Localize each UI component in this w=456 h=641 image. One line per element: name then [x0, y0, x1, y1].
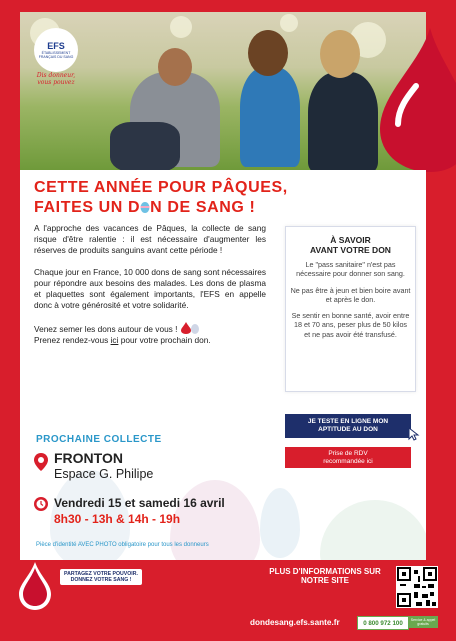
paragraph-3-line-1: Venez semer les dons autour de vous !: [34, 324, 178, 334]
appointment-link[interactable]: ici: [110, 335, 119, 345]
efs-logo: [36, 30, 76, 70]
clock-icon: [34, 497, 48, 511]
paragraph-2: Chaque jour en France, 10 000 dons de sang sont nécessaires pour répondre aux besoins des malades. Les dons de plasma et plaquettes sont également importants, l'EFS en appelle donc à votre générosité et votre solidarité.: [34, 267, 266, 310]
body-text: [34, 223, 266, 357]
collection-date: Vendredi 15 et samedi 16 avril: [54, 496, 225, 510]
phone-note: Service & appel gratuits: [408, 616, 438, 628]
collection-venue: Espace G. Philipe: [54, 467, 154, 481]
blood-drop-icon: [360, 24, 456, 174]
title-line-1: CETTE ANNÉE POUR PÂQUES,: [34, 179, 288, 196]
info-box-title: À SAVOIR AVANT VOTRE DON: [310, 235, 391, 255]
blood-drop-icon: [18, 562, 52, 610]
test-aptitude-button[interactable]: JE TESTE EN LIGNE MON APTITUDE AU DON: [285, 414, 411, 438]
more-info-label: PLUS D'INFORMATIONS SUR NOTRE SITE: [269, 567, 381, 585]
rdv-button[interactable]: Prise de RDV recommandée ici: [285, 447, 411, 468]
easter-egg-decoration: [170, 480, 260, 560]
pointer-cursor-icon: [408, 427, 420, 441]
easter-egg-decoration: [260, 488, 300, 558]
location-pin-icon: [34, 453, 48, 471]
phone-number[interactable]: 0 800 972 100: [357, 616, 409, 630]
drop-egg-icon: [180, 322, 200, 334]
info-item: Se sentir en bonne santé, avoir entre 18 et 70 ans, peser plus de 50 kilos et ne pas avoir été transfusé.: [291, 311, 410, 339]
id-requirement-note: Pièce d'identité AVEC PHOTO obligatoire pour tous les donneurs: [36, 542, 209, 548]
paragraph-3-text-end: pour votre prochain don.: [118, 335, 211, 345]
collection-city: FRONTON: [54, 450, 123, 466]
website-link[interactable]: dondesang.efs.sante.fr: [250, 618, 340, 627]
title-line-2: [34, 198, 414, 218]
content-panel: [20, 170, 426, 560]
page-title: [34, 178, 414, 218]
paragraph-3: [34, 322, 266, 346]
logo-subtitle: ÉTABLISSEMENT FRANÇAIS DU SANG: [38, 51, 74, 59]
info-box: [285, 226, 416, 392]
easter-egg-decoration: [320, 500, 426, 560]
share-slogan: PARTAGEZ VOTRE POUVOIR. DONNEZ VOTRE SANG !: [60, 569, 142, 585]
title-line-2-end: N DE SANG !: [150, 199, 256, 216]
info-item: Le "pass sanitaire" n'est pas nécessaire pour donner son sang.: [296, 260, 405, 279]
qr-code-icon[interactable]: [396, 566, 438, 608]
paragraph-3-text: Prenez rendez-vous: [34, 335, 111, 345]
logo-mark: EFS: [47, 41, 65, 51]
next-collection-label: PROCHAINE COLLECTE: [36, 434, 162, 445]
collection-hours: 8h30 - 13h & 14h - 19h: [54, 512, 181, 526]
title-line-2-start: FAITES UN D: [34, 199, 141, 216]
paragraph-1: A l'approche des vacances de Pâques, la collecte de sang risque d'être ralentie : il est nécessaire d'augmenter les réserves de produits sanguins avant cette période !: [34, 223, 266, 255]
logo-slogan: Dis donneur, vous pouvez: [36, 72, 76, 86]
egg-o-icon: [140, 201, 150, 213]
info-item: Ne pas être à jeun et bien boire avant et après le don.: [290, 285, 411, 304]
